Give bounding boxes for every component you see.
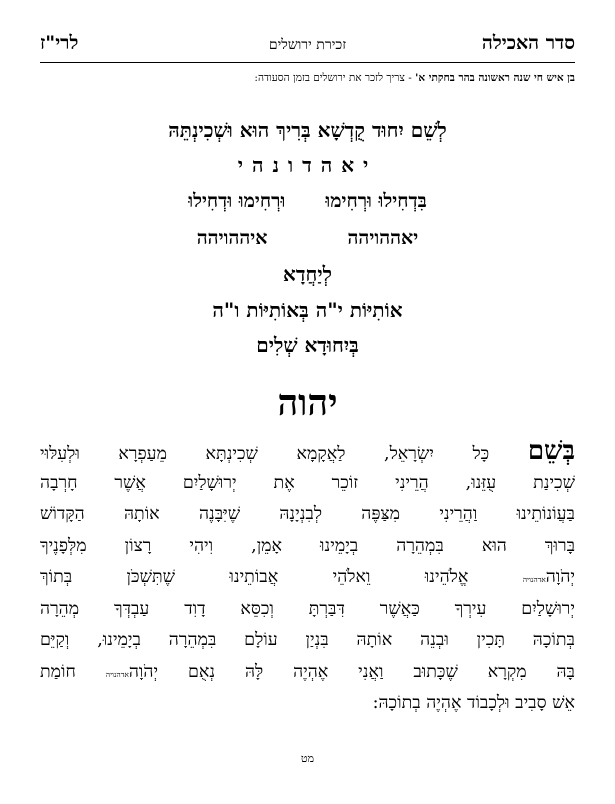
page-header: [40, 32, 575, 60]
prayer-line: בַּעֲוֹנוֹתֵינוּ וַהֲרֵינִי מִצַּפֶּה לְבִנְיָנָהּ שֶׁיִּבָּנֶה אוֹתָהּ הַקָּדוֹשׁ: [40, 504, 575, 524]
divine-name-combination: אדהנויה: [105, 669, 129, 679]
source-instruction: - צריך לזכר את ירושלים בזמן הסעודה:: [254, 72, 412, 84]
header-divider: [40, 62, 575, 63]
prayer-line: שְׁכִינַת עֻזֵּנוּ, הֲרֵינִי זוֹכֵר אֶת יְרוּשָׁלַיִם אֲשֶׁר חָרְבָה: [40, 472, 575, 493]
divine-name-inline: יְהֹוָה: [128, 661, 159, 682]
kavana-divine-name: יאהדונהי: [237, 153, 378, 177]
kavana-line-3-left: וּרְחִימוּ וּדְחִילוּ: [188, 190, 286, 212]
section-title: זכירת ירושלים: [268, 37, 347, 53]
prayer-line-8-start: בָּהּ מִקְרָא שֶׁכָּתוּב וַאֲנִי אֶהְיֶה לָּהּ נְאֻם: [187, 661, 575, 682]
kavana-line-7: בְּיִחוּדָא שְׁלִים: [256, 333, 359, 357]
divine-name-heading: יהוה: [277, 382, 338, 424]
kavana-line-4-right: יאההויהה: [347, 227, 419, 249]
kavana-line-6: אוֹתִיּוֹת י"ה בְּאוֹתִיּוֹת ו"ה: [212, 298, 403, 322]
book-title: סדר האכילה: [481, 32, 575, 54]
kavana-line-4: [40, 227, 575, 250]
kavana-line-3-right: בִּדְחִילוּ וּרְחִימוּ: [325, 190, 427, 212]
prayer-line: בְּתוֹכָהּ תָּכִין וּבְנֵה אוֹתָהּ בִּנְיַן עוֹלָם בִּמְהֵרָה בְיָמֵינוּ, וְקַיֵּם: [40, 630, 575, 650]
prayer-first-word: בְּשֵׁם: [527, 436, 575, 466]
kavana-line-5: לְיַחֲדָא: [283, 262, 332, 286]
prayer-line: בָּרוּךְ הוּא בִּמְהֵרָה בְיָמֵינוּ אָמֵן, וִיהִי רָצוֹן מִלְּפָנֶיךָ: [40, 535, 575, 556]
prayer-line: יְרוּשָׁלַיִם עִירְךָ כַּאֲשֶׁר דִּבַּרְתָּ וְכִסֵּא דָוִד עַבְדְּךָ מְהֵרָה: [40, 598, 575, 619]
kavana-line-3: [40, 190, 575, 213]
prayer-line-1-text: כָּל יִשְׂרָאֵל, לַאֲקָמָא שְׁכִינְתָּא מֵעַפְרָא וּלְעִלּוּי: [40, 444, 490, 464]
prayer-line: [40, 562, 575, 594]
prayer-text: [40, 436, 575, 720]
divine-name-combination: אדהנויה: [522, 575, 546, 584]
page-number: מט: [300, 752, 315, 765]
prayer-line: [40, 436, 575, 468]
divine-name-inline: יְהֹוָה: [545, 567, 575, 587]
prayer-line: [40, 657, 575, 689]
prayer-line: אֵשׁ סָבִיב וּלְכָבוֹד אֶהְיֶה בְתוֹכָהּ:: [372, 693, 575, 713]
source-reference: בן איש חי שנה ראשונה בהר בחקתי א': [415, 72, 575, 84]
prayer-line-5-text: אֱלֹהֵינוּ וֵאלֹהֵי אֲבוֹתֵינוּ שֶׁתִּשְׁכֹּן בְּתוֹךְ: [40, 567, 469, 587]
source-note: [40, 72, 575, 84]
kavana-line-1: לְשֵׁם יִחוּד קֻדְשָׁא בְּרִיךְ הוּא וּשְׁכִינְתֵּהּ: [168, 118, 447, 142]
kavana-line-4-left: איההויהה: [196, 227, 268, 249]
prayer-line-8-end: חוֹמַת: [40, 661, 76, 682]
book-code: לרי"ז: [40, 32, 79, 54]
